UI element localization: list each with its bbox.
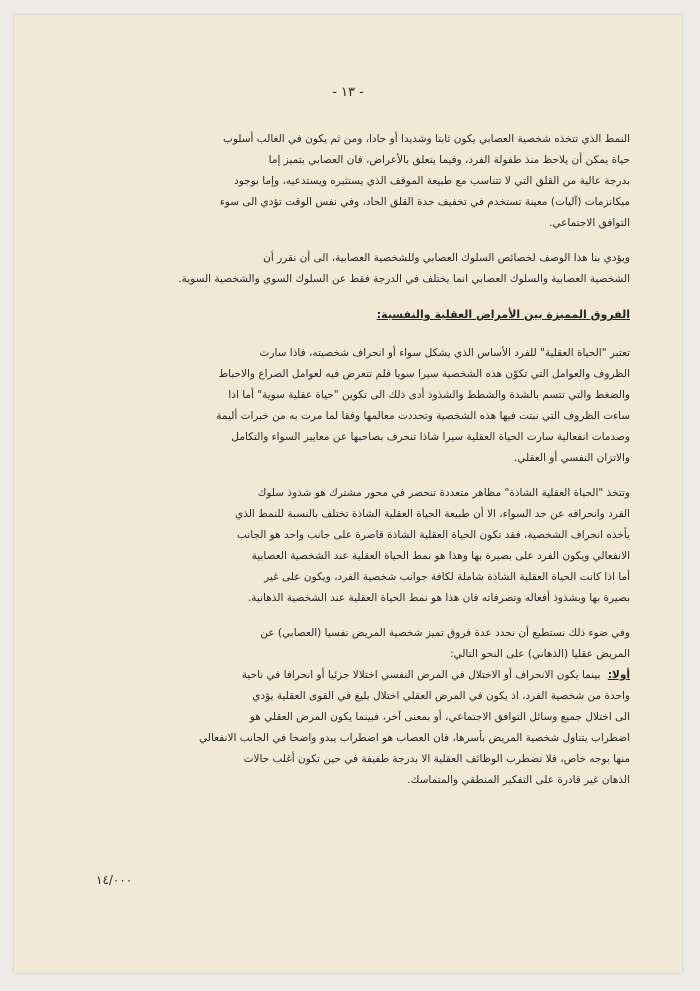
text-line: ميكانزمات (آليات) معينة تستخدم في تخفيف حدة القلق الحاد، وفي نفس الوقت تؤدي الى سوء — [219, 196, 630, 208]
text-line: الظروف والعوامل التي تكوّن هذه الشخصية سيرا سويا فلم تتعرض فيه لعوامل الصراع والاحباط — [218, 368, 630, 380]
text-line: تعتبر "الحياة العقلية" للفرد الأساس الذي يشكل سواء أو انحراف شخصيته، فاذا سارت — [259, 347, 630, 359]
text-line: منها بوجه خاص، فلا تضطرب الوظائف العقلية الا بدرجة طفيفة في حين تكون أغلب حالات — [243, 753, 630, 765]
text-line: بينما يكون الانحراف أو الاختلال في المرض النفسي اختلالا جزئيا أو انحرافا في ناحية — [241, 669, 601, 681]
text-line: والضغط والتي تتسم بالشدة والشطط والشذوذ أدى ذلك الى تكوين "حياة عقلية سوية" أما اذا — [228, 389, 630, 401]
text-line: والاتزان النفسي أو العقلي. — [513, 452, 630, 464]
text-line: أما اذا كانت الحياة العقلية الشاذة شاملة لكافة جوانب شخصية الفرد، ويكون على غير — [264, 571, 630, 583]
paragraph-3 — [74, 343, 630, 469]
text-line: المريض عقليا (الذهاني) على النحو التالي: — [449, 648, 630, 660]
item-label: أولا: — [607, 669, 630, 681]
text-line: الى اختلال جميع وسائل التوافق الاجتماعي، أو بمعنى آخر، فبينما يكون المرض العقلي هو — [249, 711, 630, 723]
text-line: اضطراب يتناول شخصية المريض بأسرها، فان العصاب هو اضطراب يبدو واضحا في الجانب الانفعالي — [199, 732, 630, 744]
section-heading: الفروق المميزة بين الأمراض العقلية والنفسية: — [376, 308, 630, 321]
text-line: الانفعالي ويكون الفرد على بصيرة بها وهذا هو نمط الحياة العقلية عند الشخصية العصابية — [251, 550, 630, 562]
paragraph-5 — [74, 623, 630, 791]
paragraph-2 — [74, 248, 630, 290]
text-line: ويؤدي بنا هذا الوصف لخصائص السلوك العصابي وللشخصية العصابية، الى أن نقرر أن — [263, 252, 630, 264]
list-item-first — [74, 665, 630, 686]
text-line: الفرد وانحرافه عن حد السواء، الا أن طبيعة الحياة العقلية الشاذة تختلف بالنسبة للنمط الذي — [235, 508, 630, 520]
text-line: وفي ضوء ذلك نستطيع أن نحدد عدة فروق تميز شخصية المريض نفسيا (العصابي) عن — [260, 627, 630, 639]
document-page — [14, 15, 682, 973]
paragraph-4 — [74, 483, 630, 609]
text-line: الذهان غير قادرة على التفكير المنطقي والمتماسك. — [407, 774, 630, 786]
page-number: - ١٣ - — [332, 85, 364, 100]
footer-code: ١٤/٠٠٠ — [96, 873, 133, 887]
text-line: بصيرة بها وبشذوذ أفعاله وتصرفاته فان هذا هو نمط الحياة العقلية عند الشخصية الذهانية. — [247, 592, 630, 604]
text-line: الشخصية العصابية والسلوك العصابي انما يختلف في الدرجة فقط عن السلوك السوي والشخصية السوية. — [178, 273, 630, 285]
text-line: وتتخذ "الحياة العقلية الشاذة" مظاهر متعددة تنحصر في محور مشترك هو شذوذ سلوك — [257, 487, 630, 499]
text-line: وصدمات انفعالية سارت الحياة العقلية سيرا شاذا تنحرف بصاحبها عن معايير السواء والتكامل — [231, 431, 630, 443]
paragraph-1 — [74, 129, 630, 234]
text-line: التوافق الاجتماعي. — [549, 217, 630, 229]
text-line: ساءت الظروف التي نبتت فيها هذه الشخصية وتحددت معالمها وفقا لما مرت به من خبرات أليمة — [216, 410, 630, 422]
text-line: يأخذه انحراف الشخصية، فقد تكون الحياة العقلية الشاذة قاصرة على جانب واحد هو الجانب — [237, 529, 630, 541]
text-line: بدرجة عالية من القلق التي لا تتناسب مع طبيعة الموقف الذي يستثيره ويستدعيه، وإما بوجود — [234, 175, 630, 187]
text-line: حياة يمكن أن يلاحظ منذ طفولة الفرد، وفيما يتعلق بالأعراض، فان العصابي يتميز إما — [268, 154, 630, 166]
text-line: واحدة من شخصية الفرد، اذ يكون في المرض العقلي اختلال بليغ في القوى العقلية يؤدي — [252, 690, 630, 702]
document-body — [74, 129, 630, 805]
text-line: النمط الذي تتخذه شخصية العصابي يكون ثابتا وشديدا أو حادا، ومن ثم يكون في الغالب أسلوب — [222, 133, 630, 145]
